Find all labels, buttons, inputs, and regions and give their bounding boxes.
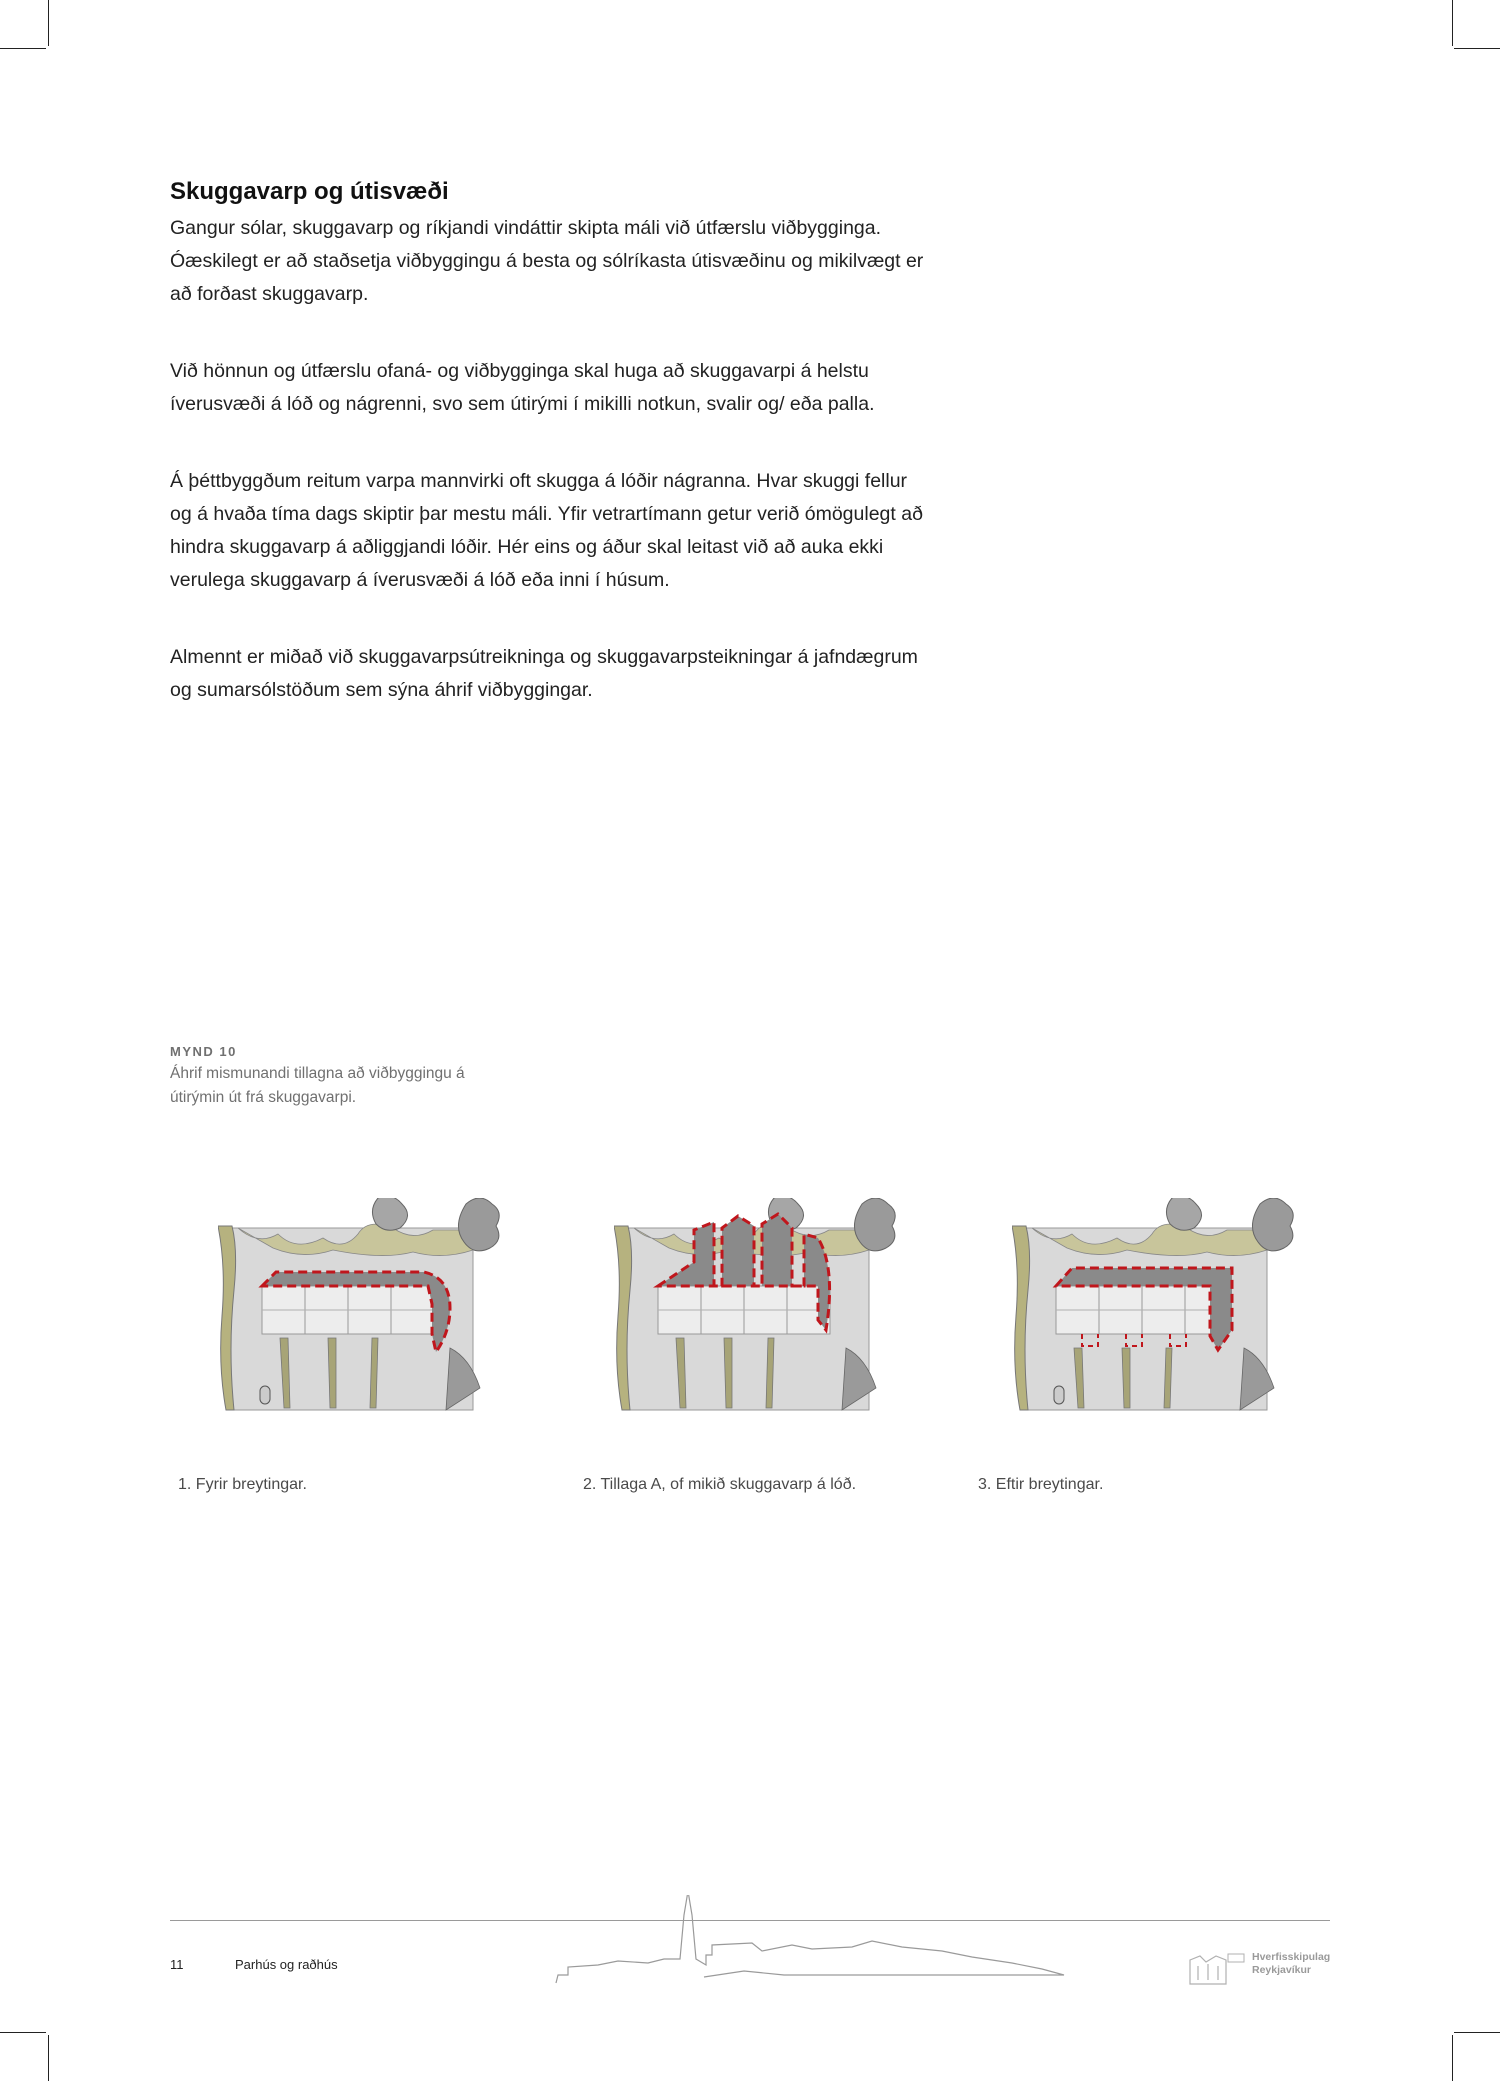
page-title: Skuggavarp og útisvæði <box>170 178 449 205</box>
site-plan-before <box>218 1198 528 1420</box>
panel-caption: 2. Tillaga A, of mikið skuggavarp á lóð. <box>583 1476 857 1493</box>
crop-mark <box>0 2032 46 2033</box>
crop-mark <box>0 48 46 49</box>
paragraph: Á þéttbyggðum reitum varpa mannvirki oft skugga á lóðir nágranna. Hvar skuggi fellur og á hvaða tíma dags skiptir þar mestu máli. Yfir vetrartímann getur verið ómögulegt að hindra skuggavarp á aðliggjandi lóðir. Hér eins og áður skal leitast við að auka ekki verulega skuggavarp á íverusvæði á lóð eða inni í húsum. <box>170 470 923 591</box>
crop-mark <box>1454 48 1500 49</box>
figure-caption <box>170 1042 570 1110</box>
figure-caption-line: útirýmin út frá skuggavarpi. <box>170 1089 357 1106</box>
logo-line: Hverfisskipulag <box>1252 1951 1331 1963</box>
logo-text <box>1252 1951 1330 1977</box>
paragraph: Almennt er miðað við skuggavarpsútreikninga og skuggavarpsteikningar á jafndægrum og sumarsólstöðum sem sýna áhrif viðbyggingar. <box>170 646 918 701</box>
crop-mark <box>1454 2032 1500 2033</box>
main-text <box>170 176 930 707</box>
logo-line: Reykjavíkur <box>1252 1964 1311 1976</box>
skyline-illustration <box>552 1895 1132 1985</box>
crop-mark <box>48 2035 49 2081</box>
panel-caption: 3. Eftir breytingar. <box>978 1476 1104 1493</box>
site-plan-after <box>1012 1198 1322 1420</box>
figure-caption-line: Áhrif mismunandi tillagna að viðbyggingu á <box>170 1065 465 1082</box>
page-number: 11 <box>170 1957 184 1972</box>
panel-caption: 1. Fyrir breytingar. <box>178 1476 307 1493</box>
paragraph: Við hönnun og útfærslu ofaná- og viðbygginga skal huga að skuggavarpi á helstu íverusvæði á lóð og nágrenni, svo sem útirými í mikilli notkun, svalir og/ eða palla. <box>170 360 875 415</box>
paragraph: Gangur sólar, skuggavarp og ríkjandi vindáttir skipta máli við útfærslu viðbygginga. Óæskilegt er að staðsetja viðbyggingu á besta og sólríkasta útisvæðinu og mikilvægt er að forðast skuggavarp. <box>170 217 924 305</box>
figure-label: MYND 10 <box>170 1044 237 1059</box>
document-title: Parhús og raðhús <box>235 1957 338 1972</box>
crop-mark <box>1452 0 1453 46</box>
site-plan-proposal-a <box>614 1198 924 1420</box>
crop-mark <box>48 0 49 46</box>
crop-mark <box>1452 2035 1453 2081</box>
